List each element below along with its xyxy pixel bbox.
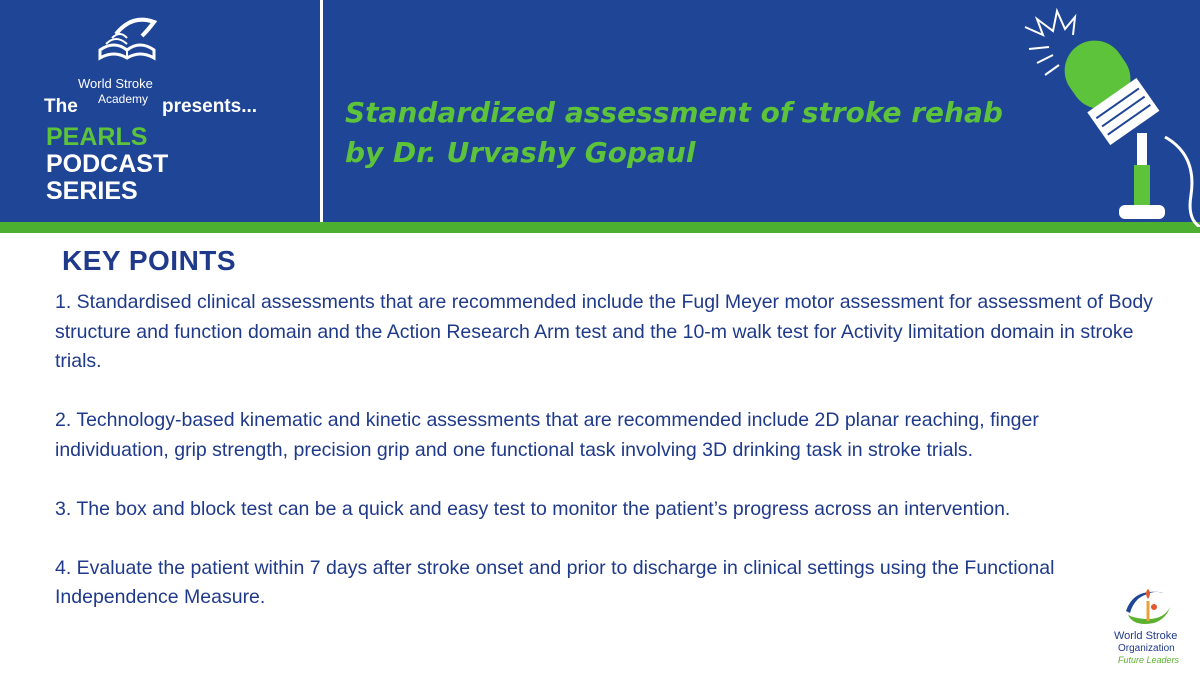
key-point-3: 3. The box and block test can be a quick and easy test to monitor the patient’s progress across an intervention. xyxy=(55,497,1011,520)
wso-name-line2: Organization xyxy=(1118,643,1175,654)
presents-word: presents... xyxy=(162,96,258,117)
wso-logo-icon xyxy=(1108,585,1200,630)
academy-name-line2: Academy xyxy=(98,92,149,106)
key-points-heading: KEY POINTS xyxy=(62,245,237,276)
vertical-divider xyxy=(320,0,323,222)
episode-title-line1: Standardized assessment of stroke rehab xyxy=(345,96,1003,129)
key-point-4: 4. Evaluate the patient within 7 days after stroke onset and prior to discharge in clinical settings using the Functional Independence Measure. xyxy=(55,556,1055,608)
series-title xyxy=(46,124,168,205)
wso-name-line1: World Stroke xyxy=(1114,630,1178,642)
wso-logo xyxy=(1108,585,1200,670)
key-point-2: 2. Technology-based kinematic and kinetic assessments that are recommended include 2D planar reaching, finger individuation, grip strength, precision grip and one functional task involving 3D drinking task in stroke trials. xyxy=(55,409,1039,461)
episode-title-line2: by Dr. Urvashy Gopaul xyxy=(345,136,696,169)
open-book-logo-icon xyxy=(92,14,162,74)
series-line1: PEARLS xyxy=(46,123,148,151)
academy-name-line1: World Stroke xyxy=(78,76,153,91)
key-point-1: 1. Standardised clinical assessments that are recommended include the Fugl Meyer motor assessment for assessment of Body structure and function domain and the Action Research Arm test and the 10-m walk test for Activity limitation domain in stroke trials. xyxy=(55,291,1153,372)
presents-line xyxy=(44,76,314,116)
microphone-icon xyxy=(1015,5,1200,227)
the-word: The xyxy=(44,96,78,117)
wso-name-line3: Future Leaders xyxy=(1118,655,1180,665)
episode-title xyxy=(345,93,1105,173)
key-points-list xyxy=(55,288,1155,642)
academy-brand xyxy=(40,14,310,214)
series-line2: PODCAST xyxy=(46,150,169,178)
series-line3: SERIES xyxy=(46,177,138,205)
